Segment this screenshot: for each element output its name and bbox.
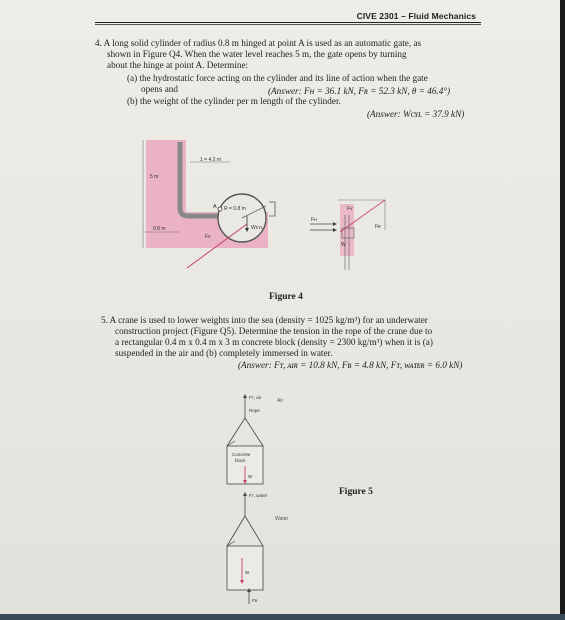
label-ft-air: Fᴛ, air [249, 395, 262, 400]
tension-arrowhead-water [243, 492, 247, 496]
label-weight: Wᴄʏʟ [251, 225, 263, 231]
q5-line-2: construction project (Figure Q5). Determine the tension in the rope of the crane due to [115, 326, 433, 336]
label-depth: 5 m [150, 174, 159, 180]
hinge-point [218, 207, 222, 211]
fbd-arrowhead-1 [333, 222, 337, 226]
header-title: CIVE 2301 – Fluid Mechanics [356, 11, 476, 21]
label-w-bottom: W [245, 570, 250, 575]
label-bottom: 0.8 m [153, 226, 166, 232]
figure-5-diagram [205, 386, 325, 611]
q4-line-2: shown in Figure Q4. When the water level reaches 5 m, the gate opens by turning [107, 49, 407, 59]
label-fb: Fʙ [252, 598, 258, 603]
sling-left-air [227, 418, 245, 446]
label-air: Air [277, 398, 284, 404]
q5-line-4: suspended in the air and (b) completely immersed in water. [115, 348, 333, 358]
label-rope: Rope [249, 408, 260, 413]
label-concrete-2: block [235, 458, 246, 463]
tension-arrowhead-air [243, 394, 247, 398]
header-rule [95, 22, 481, 23]
q5-line-3: a rectangular 0.4 m x 0.4 m x 3 m concrete block (density = 2300 kg/m³) when it is (a) [115, 337, 433, 347]
label-w-top: W [248, 474, 253, 479]
q4-part-b: (b) the weight of the cylinder per m length of the cylinder. [127, 96, 341, 106]
figure-5-caption: Figure 5 [339, 487, 373, 497]
label-fv: Fᴠ [347, 206, 353, 212]
sling-right-air [245, 418, 263, 446]
label-width: 1 = 4.2 m [200, 157, 221, 163]
gate-stop [269, 202, 275, 216]
label-fh: Fʜ [311, 217, 317, 223]
sling-right-water [245, 516, 263, 546]
header-rule-secondary [95, 24, 481, 25]
label-radius: R = 0.8 m [224, 206, 246, 212]
label-water: Water [275, 516, 289, 522]
label-fx: Fᴀ [205, 234, 211, 240]
label-concrete-1: Concrete [232, 452, 251, 457]
figure-4-diagram [135, 120, 435, 295]
q4-line-3: about the hinge at point A. Determine: [107, 60, 249, 70]
label-hinge: A [213, 204, 217, 210]
screen-bezel [560, 0, 565, 620]
q4-part-a-line-2: opens and [141, 84, 178, 94]
q4-answer-b: (Answer: Wᴄʏʟ = 37.9 kN) [367, 109, 465, 119]
concrete-block-water [227, 546, 263, 590]
q4-answer-a: (Answer: Fʜ = 36.1 kN, Fʀ = 52.3 kN, θ = 46.4°) [268, 86, 451, 96]
label-ft-water: Fᴛ, water [249, 493, 268, 498]
q4-line-1: 4. A long solid cylinder of radius 0.8 m hinged at point A is used as an automatic gate, as [95, 38, 422, 48]
q4-part-a-line-1: (a) the hydrostatic force acting on the cylinder and its line of action when the gate [127, 73, 428, 83]
figure-4-caption: Figure 4 [269, 292, 303, 302]
label-fr: Fʀ [375, 224, 381, 230]
sling-left-water [227, 516, 245, 546]
tank-wall [180, 142, 227, 216]
q5-answer: (Answer: Fᴛ, ᴀɪʀ = 10.8 kN, Fʙ = 4.8 kN, Fᴛ, ᴡᴀᴛᴇʀ = 6.0 kN) [238, 360, 463, 370]
label-w: W [341, 242, 346, 248]
fbd-arrowhead-2 [333, 228, 337, 232]
taskbar-strip [0, 614, 565, 620]
q5-line-1: 5. A crane is used to lower weights into the sea (density = 1025 kg/m³) for an underwater [101, 315, 428, 325]
